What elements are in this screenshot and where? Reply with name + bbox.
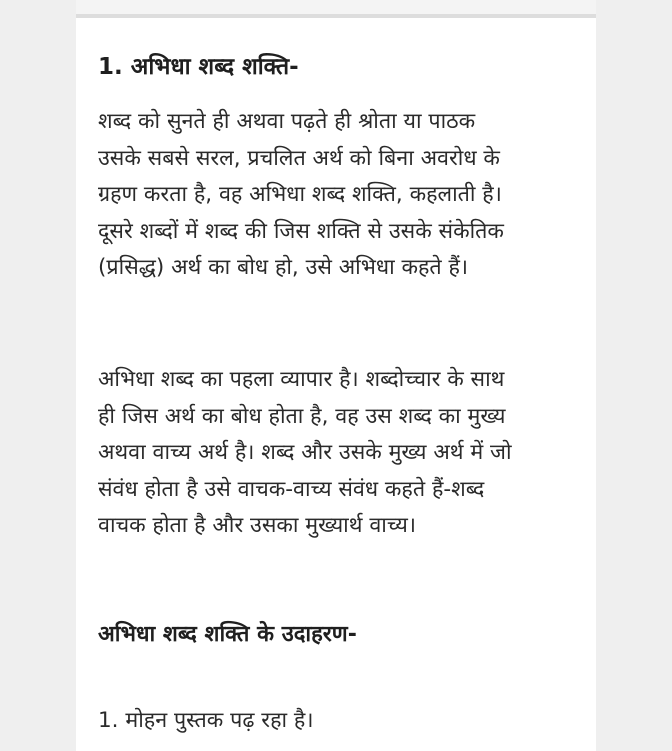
paragraph-definition	[98, 104, 504, 287]
paragraph-line: (प्रसिद्ध) अर्थ का बोध हो, उसे अभिधा कहते हैं।	[98, 255, 469, 280]
article-card	[76, 18, 596, 751]
paragraph-line: अभिधा शब्द का पहला व्यापार है। शब्दोच्चार के साथ	[98, 367, 505, 392]
paragraph-line: उसके सबसे सरल, प्रचलित अर्थ को बिना अवरोध के	[98, 145, 500, 171]
paragraph-line: शब्द को सुनते ही अथवा पढ़ते ही श्रोता या पाठक	[98, 109, 476, 134]
paragraph-line: दूसरे शब्दों में शब्द की जिस शक्ति से उसके संकेतिक	[98, 218, 504, 244]
top-strip	[76, 0, 596, 14]
paragraph-explanation	[98, 362, 512, 545]
paragraph-line: संवंध होता है उसे वाचक-वाच्य संवंध कहते हैं-शब्द	[98, 476, 485, 502]
section-heading: 1. अभिधा शब्द शक्ति-	[98, 54, 299, 80]
paragraph-line: वाचक होता है और उसका मुख्यार्थ वाच्य।	[98, 513, 416, 538]
example-item: 1. मोहन पुस्तक पढ़ रहा है।	[98, 708, 314, 733]
examples-heading: अभिधा शब्द शक्ति के उदाहरण-	[98, 622, 357, 647]
paragraph-line: ग्रहण करता है, वह अभिधा शब्द शक्ति, कहलाती है।	[98, 182, 502, 207]
paragraph-line: ही जिस अर्थ का बोध होता है, वह उस शब्द का मुख्य	[98, 403, 506, 429]
paragraph-line: अथवा वाच्य अर्थ है। शब्द और उसके मुख्य अर्थ में जो	[98, 440, 512, 465]
